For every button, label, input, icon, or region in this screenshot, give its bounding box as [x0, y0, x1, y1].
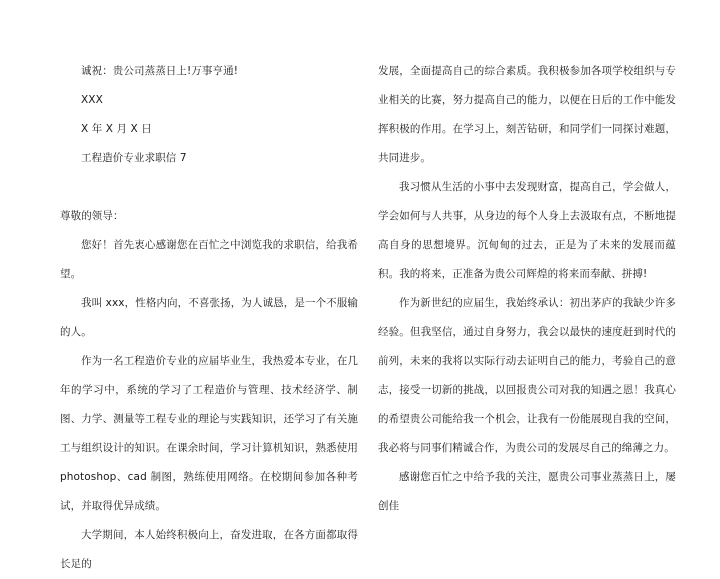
closing-wish: 诚祝：贵公司蒸蒸日上!万事亨通! — [81, 65, 239, 77]
body-paragraph: 作为一名工程造价专业的应届毕业生，我热爱本专业，在几年的学习中，系统的学习了工程造价与管理、技术经济学、制图、力学、测量等工程专业的理论与实践知识，还学习了有关施工与组织设计的知识。在课余时间，学习计算机知识，熟悉使用 photoshop、cad 制图，熟练使用网络。在校期间参加各种考试，并取得优异成绩。 — [60, 355, 358, 512]
letter-date: X 年 X 月 X 日 — [81, 123, 152, 135]
blank-line — [60, 173, 358, 202]
body-paragraph: 作为新世纪的应届生，我始终承认：初出茅庐的我缺少许多经验。但我坚信，通过自身努力，我会以最快的速度赶到时代的前列，未来的我将以实际行动去证明自己的能力，考验自己的意志，接受一切新的挑战，以回报贵公司对我的知遇之恩！我真心的希望贵公司能给我一个机会，让我有一份能展现自我的空间，我必将与同事们精诚合作，为贵公司的发展尽自己的绵薄之力。 — [378, 297, 676, 454]
left-column — [60, 57, 358, 579]
right-column — [378, 57, 676, 521]
body-paragraph: 您好！首先衷心感谢您在百忙之中浏览我的求职信，给我希望。 — [60, 239, 358, 280]
salutation: 尊敬的领导： — [60, 210, 124, 222]
body-paragraph: 大学期间，本人始终积极向上，奋发进取，在各方面都取得长足的 — [60, 529, 358, 570]
body-paragraph: 感谢您百忙之中给予我的关注，愿贵公司事业蒸蒸日上，屡创佳 — [378, 471, 676, 512]
signature: XXX — [81, 94, 103, 106]
body-paragraph: 发展，全面提高自己的综合素质。我积极参加各项学校组织与专业相关的比赛，努力提高自己的能力，以便在日后的工作中能发挥积极的作用。在学习上，刻苦钻研，和同学们一同探讨难题，共同进步。 — [378, 65, 676, 164]
letter-title: 工程造价专业求职信 7 — [81, 152, 187, 164]
body-paragraph: 我习惯从生活的小事中去发现财富，提高自己，学会做人，学会如何与人共事，从身边的每个人身上去汲取有点，不断地提高自身的思想境界。沉甸甸的过去，正是为了未来的发展而蕴积。我的将来，正准备为贵公司辉煌的将来而奉献、拼搏! — [378, 181, 676, 280]
body-paragraph: 我叫 xxx，性格内向，不喜张扬，为人诚恳，是一个不服输的人。 — [60, 297, 358, 338]
